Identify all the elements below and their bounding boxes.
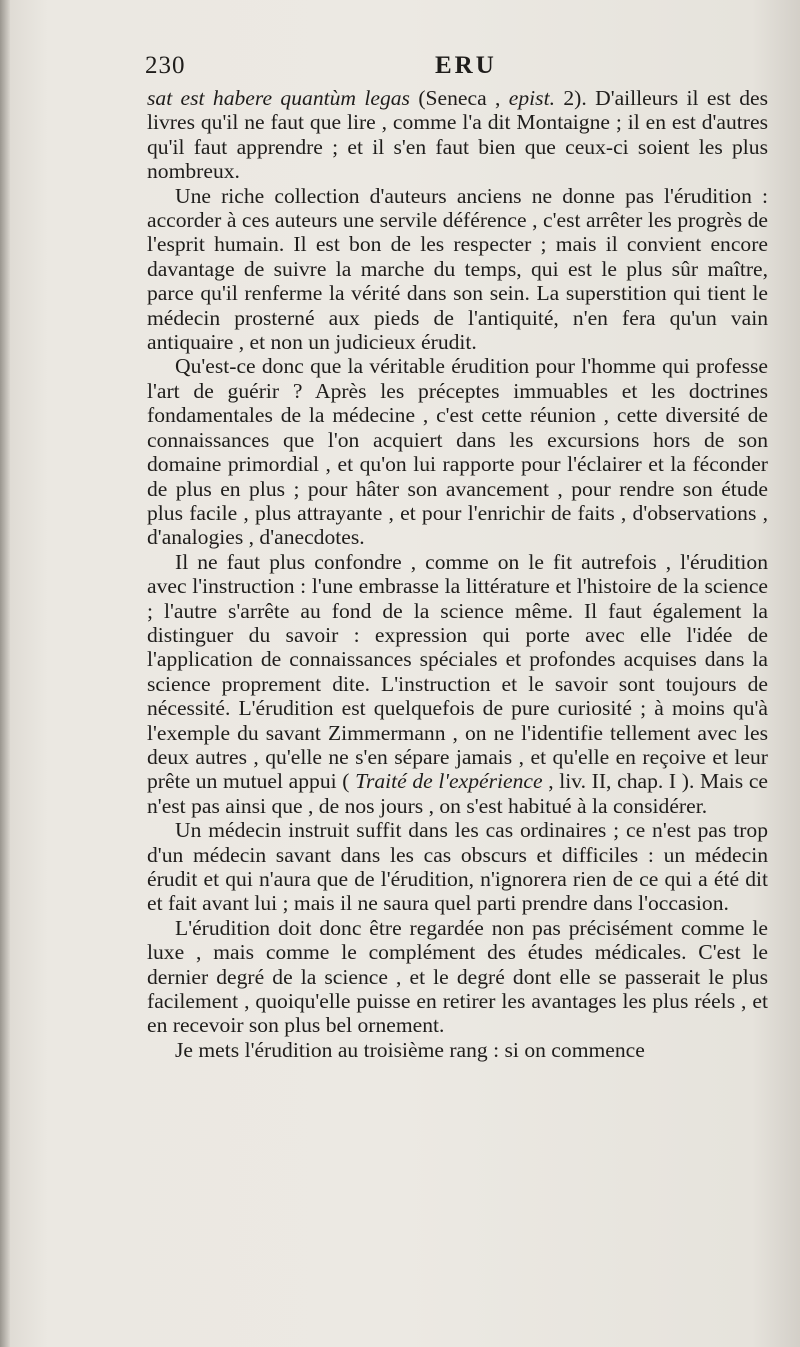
paragraph: [147, 818, 768, 916]
paragraph: [147, 1038, 768, 1062]
page-header: [145, 52, 768, 88]
text-segment: Il ne faut plus confondre , comme on le fit autrefois , l'érudition avec l'instruction : l'une embrasse la littérature et l'histoire de la science ; l'autre s'arrête au fond de la science même. Il faut également la distinguer du savoir : expression qui porte avec elle l'idée de l'application de connaissances spéciales et profondes acquises dans la science proprement dite. L'instruction et le savoir sont toujours de nécessité. L'érudition est quelquefois de pure curiosité ; à moins qu'à l'exemple du savant Zimmermann , on ne l'identifie tellement avec les deux autres , qu'elle ne s'en sépare jamais , et qu'elle en reçoive et leur prête un mutuel appui (: [147, 549, 768, 794]
paragraph: [147, 550, 768, 818]
text-segment: 2). D'ailleurs il est des livres qu'il ne faut que lire , comme l'a dit Montaigne ; il en est d'autres qu'il faut apprendre ; et il s'en faut bien que ceux-ci soient les plus nombreux.: [147, 86, 768, 184]
paragraph: [147, 916, 768, 1038]
text-segment: Je mets l'érudition au troisième rang : si on commence: [175, 1037, 645, 1062]
text-segment: Un médecin instruit suffit dans les cas ordinaires ; ce n'est pas trop d'un médecin savant dans les cas obscurs et difficiles : un médecin érudit et qui n'aura que de l'érudition, n'ignorera rien de ce qui a été dit et fait avant lui ; mais il ne saura quel parti prendre dans l'occasion.: [147, 818, 768, 916]
running-head: ERU: [435, 52, 497, 79]
page-number: 230: [145, 52, 186, 79]
text-segment: Traité de l'expérience: [355, 769, 543, 794]
text-segment: , liv. II, chap. I ). Mais ce n'est pas ainsi que , de nos jours , on s'est habitué à la considérer.: [147, 769, 768, 818]
text-segment: Qu'est-ce donc que la véritable érudition pour l'homme qui professe l'art de guérir ? Après les préceptes immuables et les doctrines fondamentales de la médecine , c'est cette réunion , cette diversité de connaissances que l'on acquiert dans les excursions hors de son domaine primordial , et qu'on lui rapporte pour l'éclairer et la féconder de plus en plus ; pour hâter son avancement , pour rendre son étude plus facile , plus attrayante , et pour l'enrichir de faits , d'observations , d'analogies , d'anecdotes.: [147, 354, 768, 550]
paragraph: [147, 184, 768, 355]
body-text: [147, 86, 768, 1062]
text-segment: (Seneca ,: [409, 86, 509, 110]
paragraph: [147, 354, 768, 549]
text-segment: Une riche collection d'auteurs anciens ne donne pas l'érudition : accorder à ces auteurs une servile déférence , c'est arrêter les progrès de l'esprit humain. Il est bon de les respecter ; mais il convient encore davantage de suivre la marche du temps, qui est le plus sûr maître, parce qu'il renferme la vérité dans son sein. La superstition qui tient le médecin prosterné aux pieds de l'antiquité, n'en fera qu'un vain antiquaire , et non un judicieux érudit.: [147, 183, 768, 355]
paragraph: [147, 86, 768, 184]
text-segment: sat est habere quantùm legas: [147, 86, 410, 110]
text-segment: L'érudition doit donc être regardée non pas précisément comme le luxe , mais comme le complément des études médicales. C'est le dernier degré de la science , et le degré dont elle se passerait le plus facilement , quoiqu'elle puisse en retirer les avantages les plus réels , et en recevoir son plus bel ornement.: [147, 915, 768, 1038]
text-segment: epist.: [508, 86, 555, 110]
page-gutter-shadow: [0, 0, 10, 1347]
